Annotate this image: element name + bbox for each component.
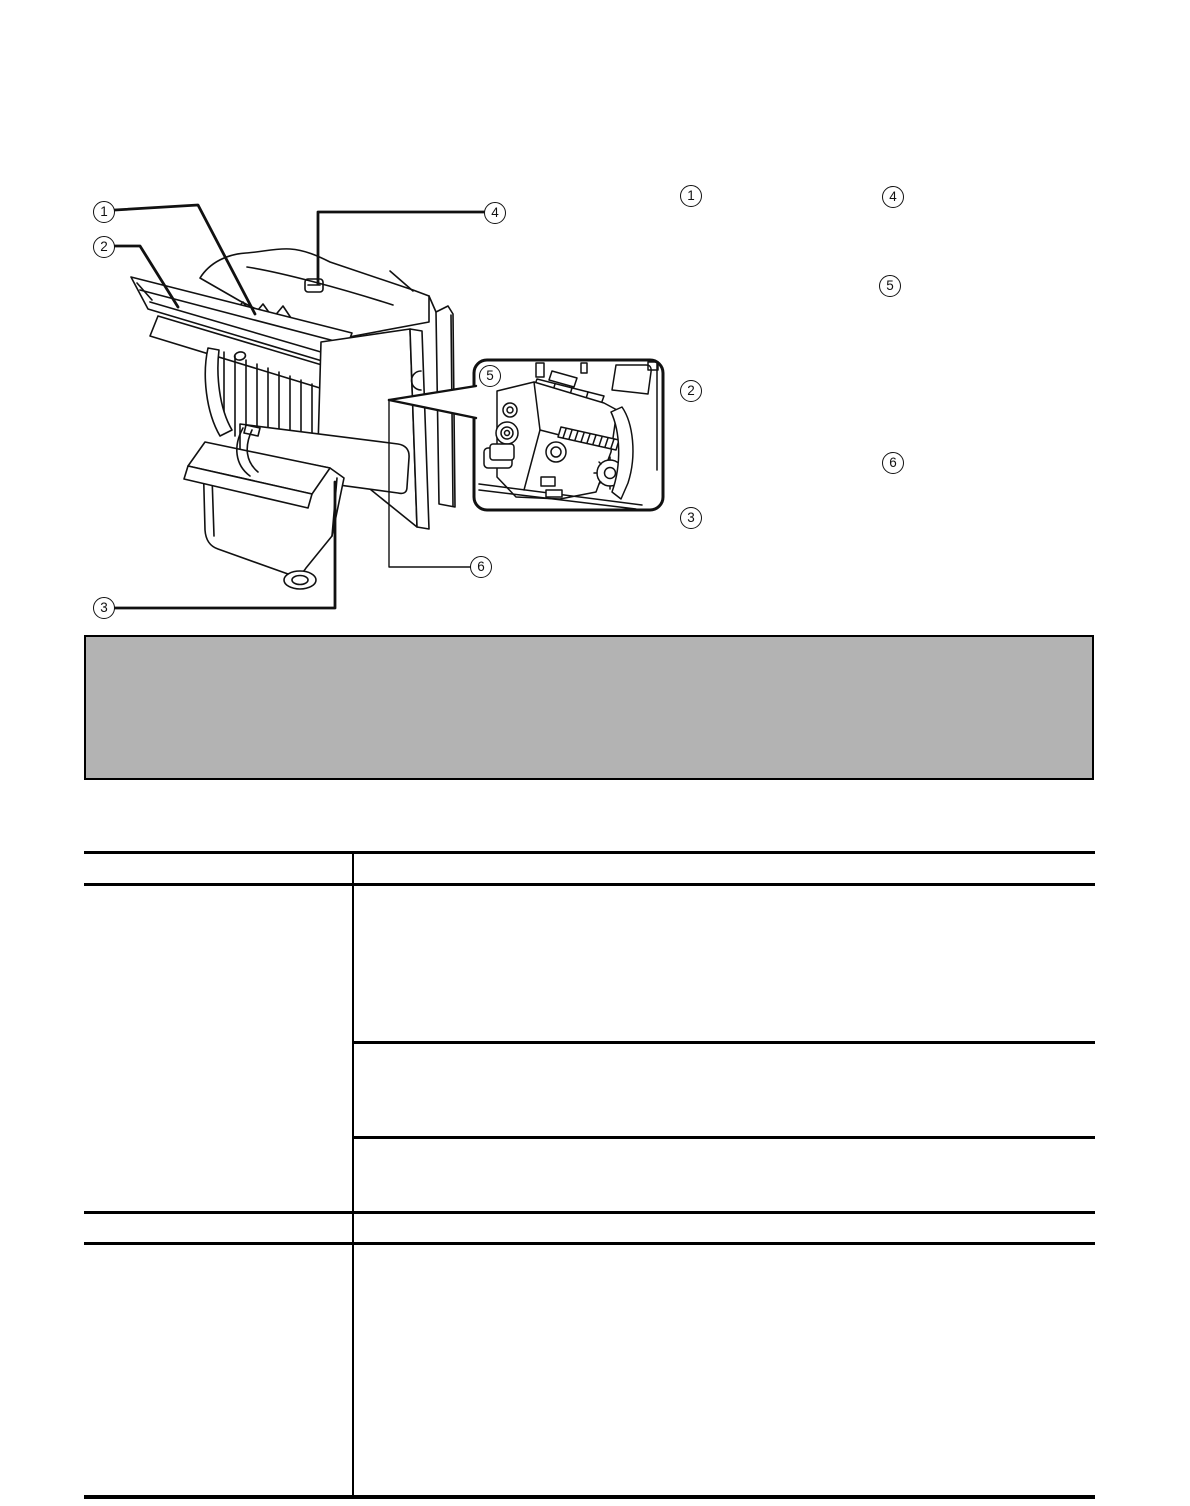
table-cell-r3c1: [84, 1245, 352, 1495]
note-box: [84, 635, 1094, 780]
figure-callout-4: 4: [484, 202, 506, 224]
table-cell-r1c2a: [354, 886, 1095, 1041]
table-rule-bottom: [84, 1495, 1095, 1499]
table-cell-r1c1: [84, 886, 352, 1211]
table-cell-r3c2: [354, 1245, 1095, 1495]
table-header-col2: [354, 854, 1095, 883]
figure-callout-6: 6: [470, 556, 492, 578]
legend-item-2: 2: [680, 380, 702, 402]
legend-item-1: 1: [680, 185, 702, 207]
figure-callout-2: 2: [93, 236, 115, 258]
table-header-col1: [84, 854, 352, 883]
spec-table: [84, 851, 1095, 1499]
table-cell-r1c2b: [354, 1044, 1095, 1136]
figure-callout-5-inset: 5: [479, 365, 501, 387]
legend-item-4: 4: [882, 186, 904, 208]
figure-callout-3: 3: [93, 597, 115, 619]
figure-callout-1: 1: [93, 201, 115, 223]
legend-item-3: 3: [680, 507, 702, 529]
caster-wheel: [284, 571, 316, 589]
table-cell-r1c2c: [354, 1139, 1095, 1211]
table-cell-r2c2: [354, 1214, 1095, 1242]
left-support-arm: [205, 348, 232, 436]
legend-item-6: 6: [882, 452, 904, 474]
legend-item-5: 5: [879, 275, 901, 297]
table-cell-r2c1: [84, 1214, 352, 1242]
